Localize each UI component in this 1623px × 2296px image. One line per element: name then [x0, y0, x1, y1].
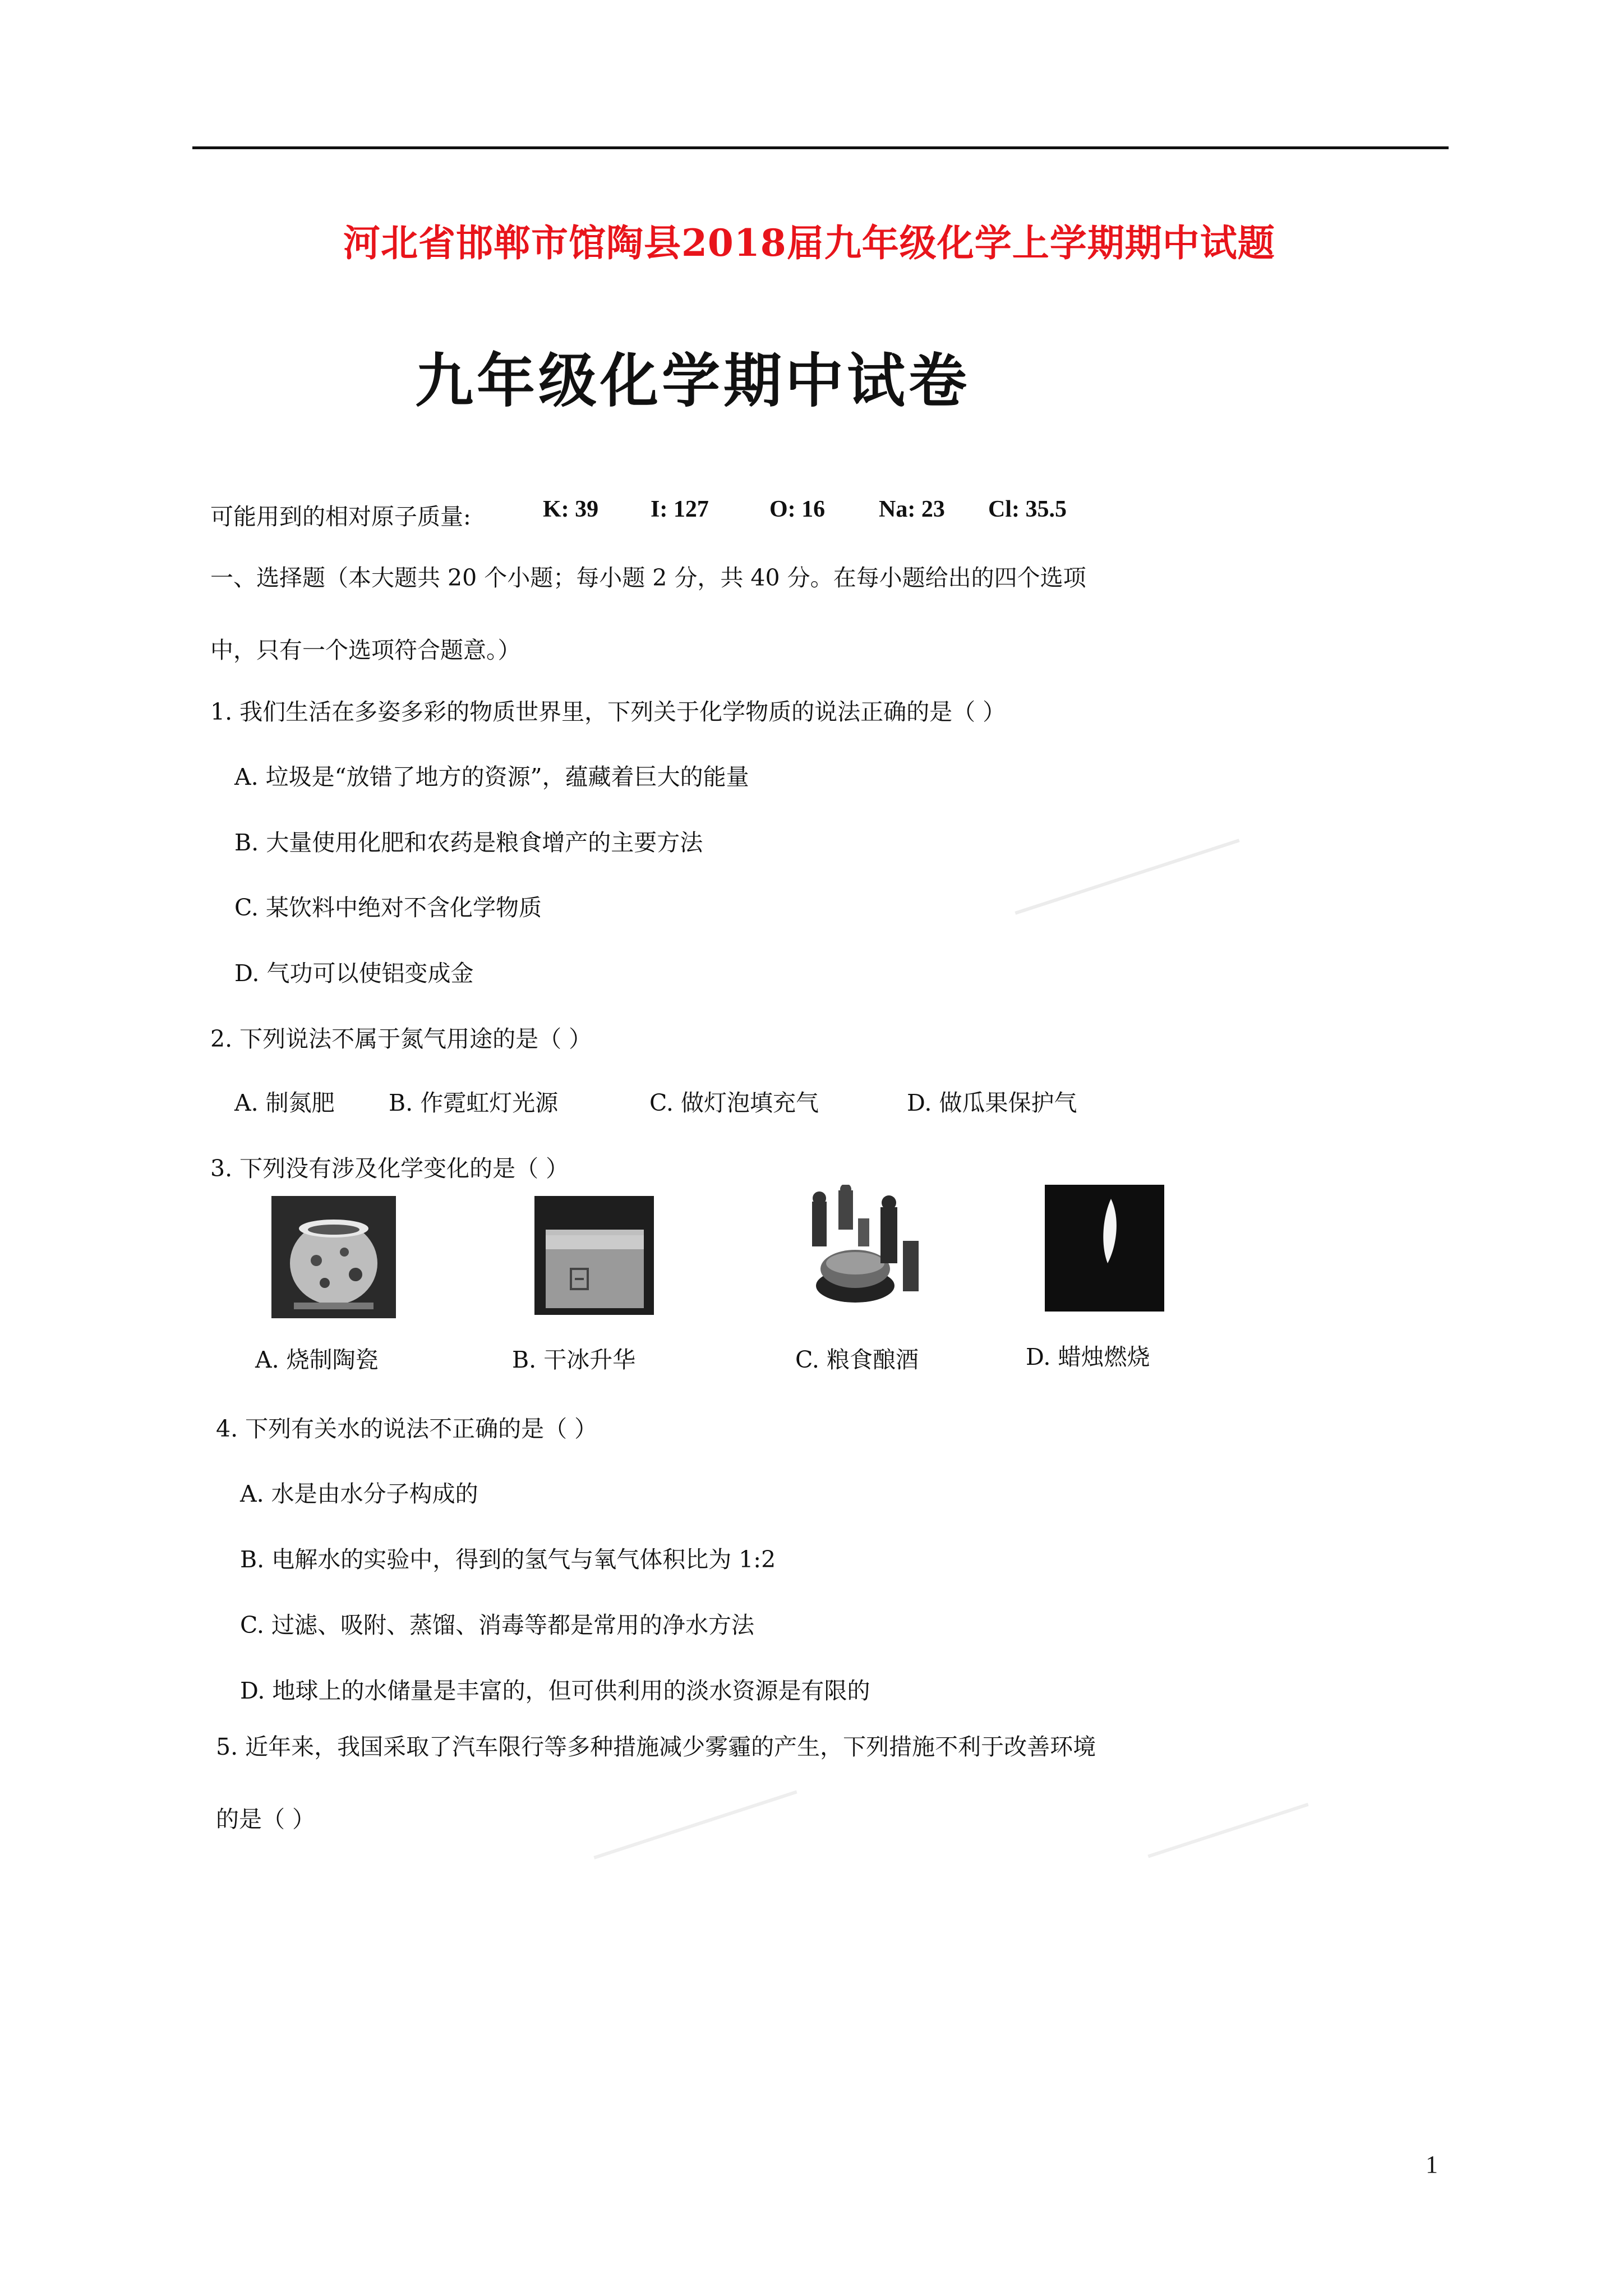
- candle-image: [1045, 1185, 1164, 1312]
- question-2-option-d: D. 做瓜果保护气: [907, 1089, 1077, 1116]
- question-1-stem: 1. 我们生活在多姿多彩的物质世界里，下列关于化学物质的说法正确的是（ ）: [210, 698, 1006, 725]
- question-4-option-b: B. 电解水的实验中，得到的氢气与氧气体积比为 1:2: [240, 1546, 776, 1573]
- question-2-option-c: C. 做灯泡填充气: [649, 1089, 819, 1116]
- question-3-option-a: A. 烧制陶瓷: [255, 1346, 379, 1373]
- page-number: 1: [1426, 2151, 1438, 2178]
- atomic-mass-cl: Cl: 35.5: [988, 496, 1067, 522]
- question-5-line1: 5. 近年来，我国采取了汽车限行等多种措施减少雾霾的产生，下列措施不利于改善环境: [216, 1733, 1096, 1760]
- question-3-stem: 3. 下列没有涉及化学变化的是（ ）: [210, 1155, 569, 1182]
- question-4-stem: 4. 下列有关水的说法不正确的是（ ）: [216, 1415, 598, 1442]
- document-title: 河北省邯郸市馆陶县2018届九年级化学上学期期中试题: [343, 221, 1275, 265]
- section-heading-line2: 中，只有一个选项符合题意。）: [210, 637, 521, 664]
- header-rule: [192, 146, 1449, 149]
- ceramic-jar-image: [271, 1196, 396, 1318]
- question-1-option-c: C. 某饮料中绝对不含化学物质: [234, 894, 542, 921]
- question-1-option-d: D. 气功可以使铝变成金: [234, 960, 474, 987]
- question-3-option-b: B. 干冰升华: [512, 1346, 636, 1373]
- atomic-mass-i: I: 127: [651, 496, 709, 522]
- exam-title: 九年级化学期中试卷: [415, 346, 971, 415]
- section-heading-line1: 一、选择题（本大题共 20 个小题；每小题 2 分，共 40 分。在每小题给出的四个选项: [210, 564, 1086, 591]
- atomic-mass-label: 可能用到的相对原子质量:: [210, 503, 471, 530]
- question-1-option-a: A. 垃圾是“放错了地方的资源”，蕴藏着巨大的能量: [234, 763, 749, 790]
- question-3-option-d: D. 蜡烛燃烧: [1026, 1343, 1150, 1370]
- atomic-mass-na: Na: 23: [879, 496, 945, 522]
- brewing-image: [796, 1185, 926, 1315]
- question-2-option-b: B. 作霓虹灯光源: [389, 1089, 559, 1116]
- dry-ice-image: [534, 1196, 654, 1315]
- atomic-mass-o: O: 16: [769, 496, 826, 522]
- question-4-option-d: D. 地球上的水储量是丰富的，但可供利用的淡水资源是有限的: [240, 1677, 870, 1704]
- question-1-option-b: B. 大量使用化肥和农药是粮食增产的主要方法: [234, 829, 703, 856]
- question-2-stem: 2. 下列说法不属于氮气用途的是（ ）: [210, 1025, 592, 1052]
- watermark-mark: [593, 1790, 797, 1859]
- question-4-option-a: A. 水是由水分子构成的: [240, 1480, 478, 1507]
- watermark-mark: [1015, 839, 1239, 914]
- question-5-line2: 的是（ ）: [216, 1806, 316, 1833]
- question-2-option-a: A. 制氮肥: [234, 1089, 335, 1116]
- atomic-mass-k: K: 39: [543, 496, 599, 522]
- watermark-mark: [1147, 1803, 1308, 1858]
- question-4-option-c: C. 过滤、吸附、蒸馏、消毒等都是常用的净水方法: [240, 1612, 754, 1639]
- question-3-option-c: C. 粮食酿酒: [795, 1346, 919, 1373]
